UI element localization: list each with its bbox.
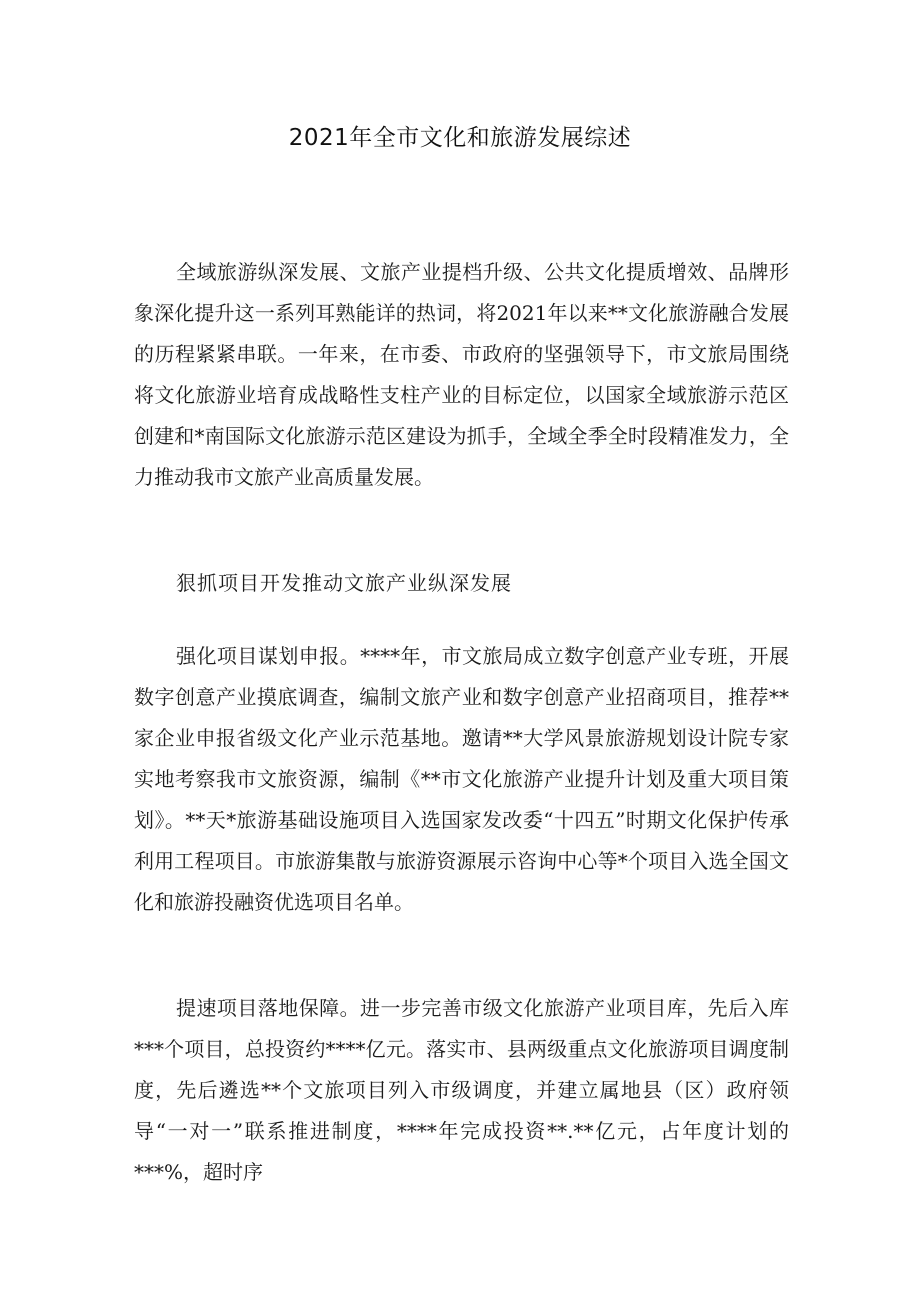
document-title: 2021年全市文化和旅游发展综述: [288, 125, 632, 151]
project-implementation-paragraph: 提速项目落地保障。进一步完善市级文化旅游产业项目库，先后入库***个项目，总投资约****亿元。落实市、县两级重点文化旅游项目调度制度，先后遴选**个文旅项目列入市级调度，并建立属地县（区）政府领导“一对一”联系推进制度，****年完成投资**.**亿元，占年度计划的***%，超时序: [134, 996, 789, 1184]
project-implementation-block: [134, 988, 789, 1193]
section-heading-block: [134, 563, 789, 604]
intro-paragraph: 全域旅游纵深发展、文旅产业提档升级、公共文化提质增效、品牌形象深化提升这一系列耳熟能详的热词，将2021年以来**文化旅游融合发展的历程紧紧串联。一年来，在市委、市政府的坚强领导下，市文旅局围绕将文化旅游业培育成战略性支柱产业的目标定位，以国家全域旅游示范区创建和*南国际文化旅游示范区建设为抓手，全域全季全时段精准发力，全力推动我市文旅产业高质量发展。: [134, 260, 789, 489]
project-planning-paragraph: 强化项目谋划申报。****年，市文旅局成立数字创意产业专班，开展数字创意产业摸底调查，编制文旅产业和数字创意产业招商项目，推荐**家企业申报省级文化产业示范基地。邀请**大学风景旅游规划设计院专家实地考察我市文旅资源，编制《**市文化旅游产业提升计划及重大项目策划》。**天*旅游基础设施项目入选国家发改委“十四五”时期文化保护传承利用工程项目。市旅游集散与旅游资源展示咨询中心等*个项目入选全国文化和旅游投融资优选项目名单。: [134, 644, 789, 914]
section-heading: 狠抓项目开发推动文旅产业纵深发展: [176, 571, 512, 595]
project-planning-block: [134, 636, 789, 923]
intro-block: [134, 252, 789, 498]
